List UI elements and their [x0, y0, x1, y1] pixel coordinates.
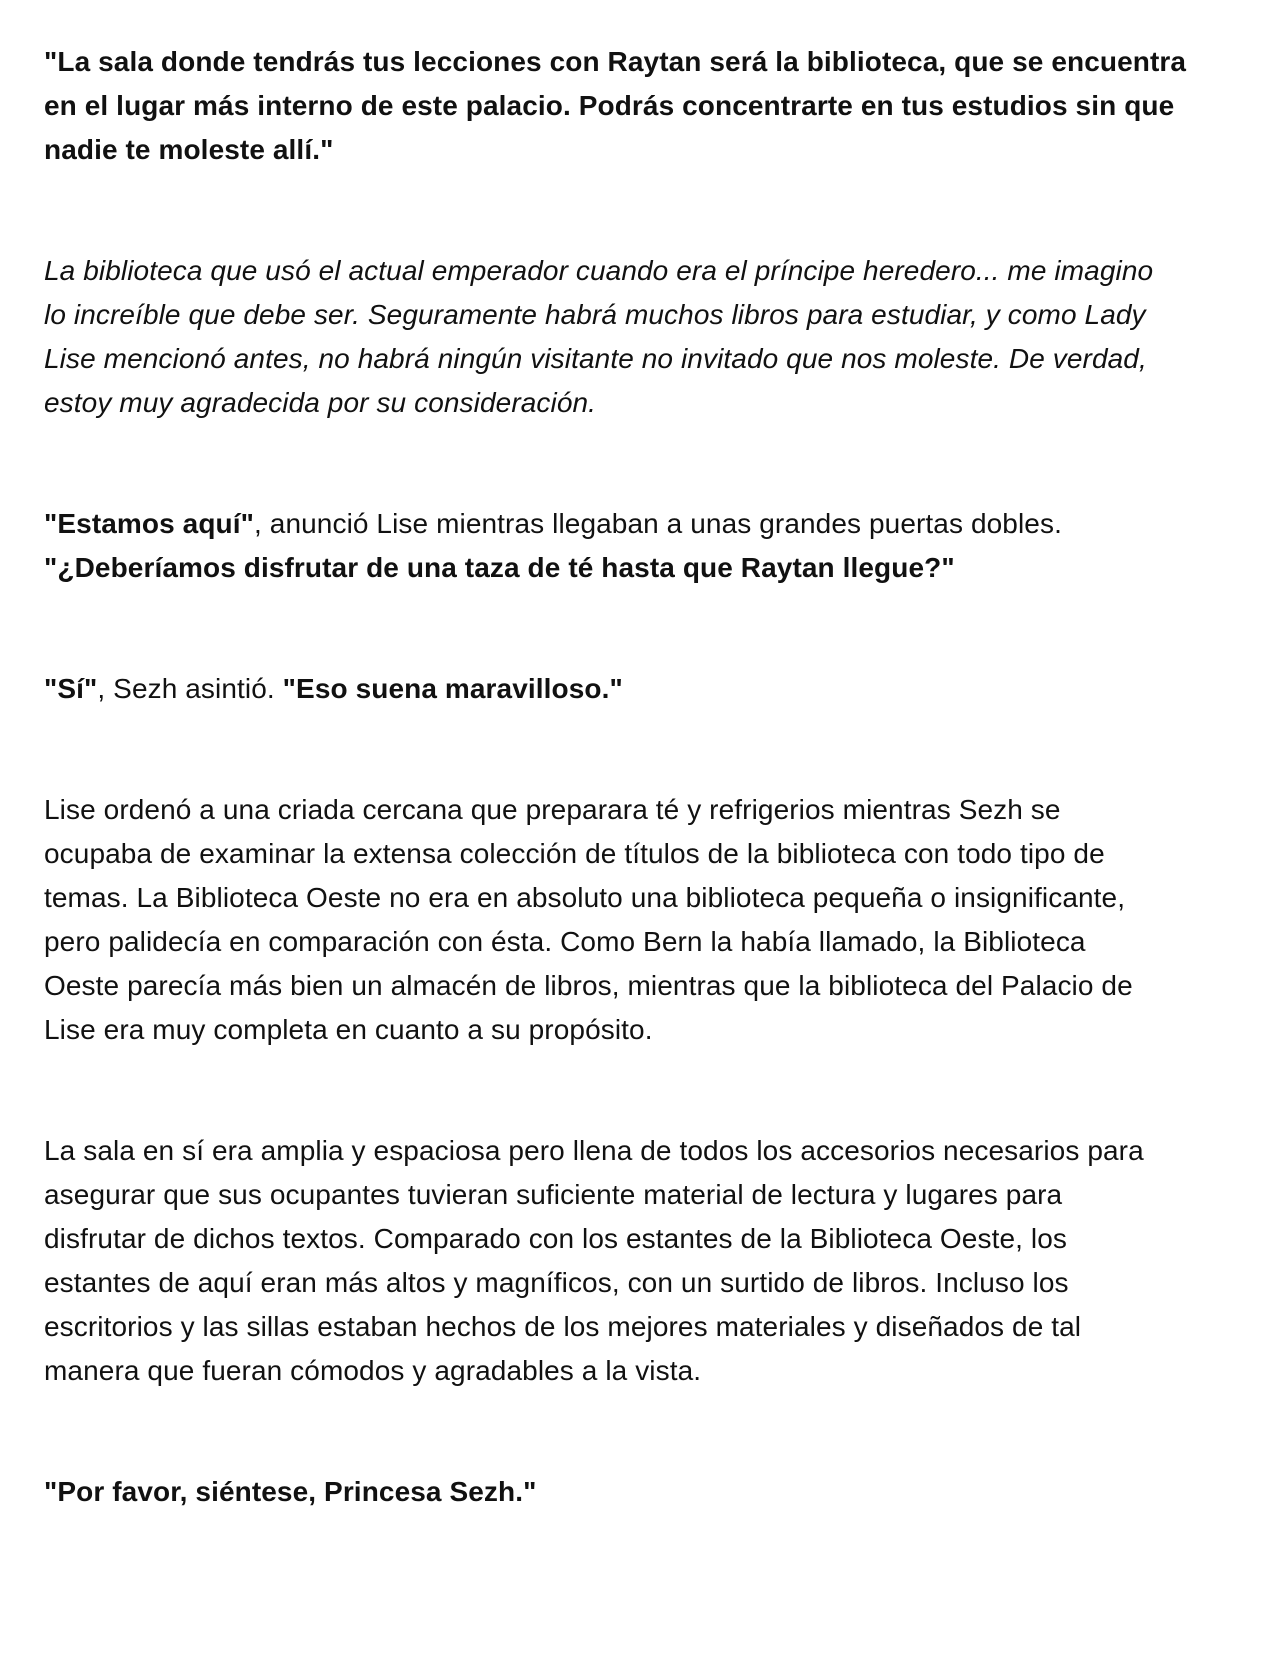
text-line: La biblioteca que usó el actual emperador cuando era el príncipe heredero... me imagino: [44, 255, 1154, 286]
text-line: estantes de aquí eran más altos y magníficos, con un surtido de libros. Incluso los: [44, 1267, 1069, 1298]
text-line: disfrutar de dichos textos. Comparado con los estantes de la Biblioteca Oeste, los: [44, 1223, 1067, 1254]
narration-text: , Sezh asintió.: [97, 673, 283, 704]
text-line: "La sala donde tendrás tus lecciones con Raytan será la biblioteca, que se encuentra: [44, 46, 1187, 77]
dialogue-quote: "Eso suena maravilloso.": [282, 673, 623, 704]
paragraph-arrival: [44, 502, 1236, 590]
paragraph-narration-library: [44, 788, 1236, 1052]
text-line: Lise era muy completa en cuanto a su propósito.: [44, 1014, 653, 1045]
dialogue-quote: "Estamos aquí": [44, 508, 255, 539]
narration-text: , anunció Lise mientras llegaban a unas grandes puertas dobles.: [254, 508, 1062, 539]
dialogue-quote: "Por favor, siéntese, Princesa Sezh.": [44, 1476, 537, 1507]
dialogue-quote: "Sí": [44, 673, 98, 704]
text-line: asegurar que sus ocupantes tuvieran suficiente material de lectura y lugares para: [44, 1179, 1063, 1210]
text-line: Lise ordenó a una criada cercana que preparara té y refrigerios mientras Sezh se: [44, 794, 1061, 825]
paragraph-sezh-reply: [44, 667, 1236, 711]
text-line: manera que fueran cómodos y agradables a la vista.: [44, 1355, 702, 1386]
text-line: estoy muy agradecida por su consideración.: [44, 387, 597, 418]
paragraph-dialogue-lise-library: [44, 40, 1236, 172]
text-line: lo increíble que debe ser. Seguramente habrá muchos libros para estudiar, y como Lady: [44, 299, 1146, 330]
text-line: ocupaba de examinar la extensa colección de títulos de la biblioteca con todo tipo de: [44, 838, 1105, 869]
text-line: Oeste parecía más bien un almacén de libros, mientras que la biblioteca del Palacio de: [44, 970, 1133, 1001]
text-line: temas. La Biblioteca Oeste no era en absoluto una biblioteca pequeña o insignificante,: [44, 882, 1126, 913]
paragraph-narration-room: [44, 1129, 1236, 1393]
paragraph-dialogue-sit: [44, 1470, 1236, 1514]
text-line: nadie te moleste allí.": [44, 134, 334, 165]
text-line: [44, 667, 1236, 711]
text-line: pero palidecía en comparación con ésta. Como Bern la había llamado, la Biblioteca: [44, 926, 1086, 957]
text-line: [44, 502, 1236, 546]
text-line: La sala en sí era amplia y espaciosa pero llena de todos los accesorios necesarios para: [44, 1135, 1144, 1166]
text-line: en el lugar más interno de este palacio. Podrás concentrarte en tus estudios sin que: [44, 90, 1175, 121]
text-line: escritorios y las sillas estaban hechos de los mejores materiales y diseñados de tal: [44, 1311, 1082, 1342]
text-line: Lise mencionó antes, no habrá ningún visitante no invitado que nos moleste. De verdad,: [44, 343, 1147, 374]
paragraph-inner-thought: [44, 249, 1236, 425]
dialogue-quote: "¿Deberíamos disfrutar de una taza de té hasta que Raytan llegue?": [44, 552, 955, 583]
